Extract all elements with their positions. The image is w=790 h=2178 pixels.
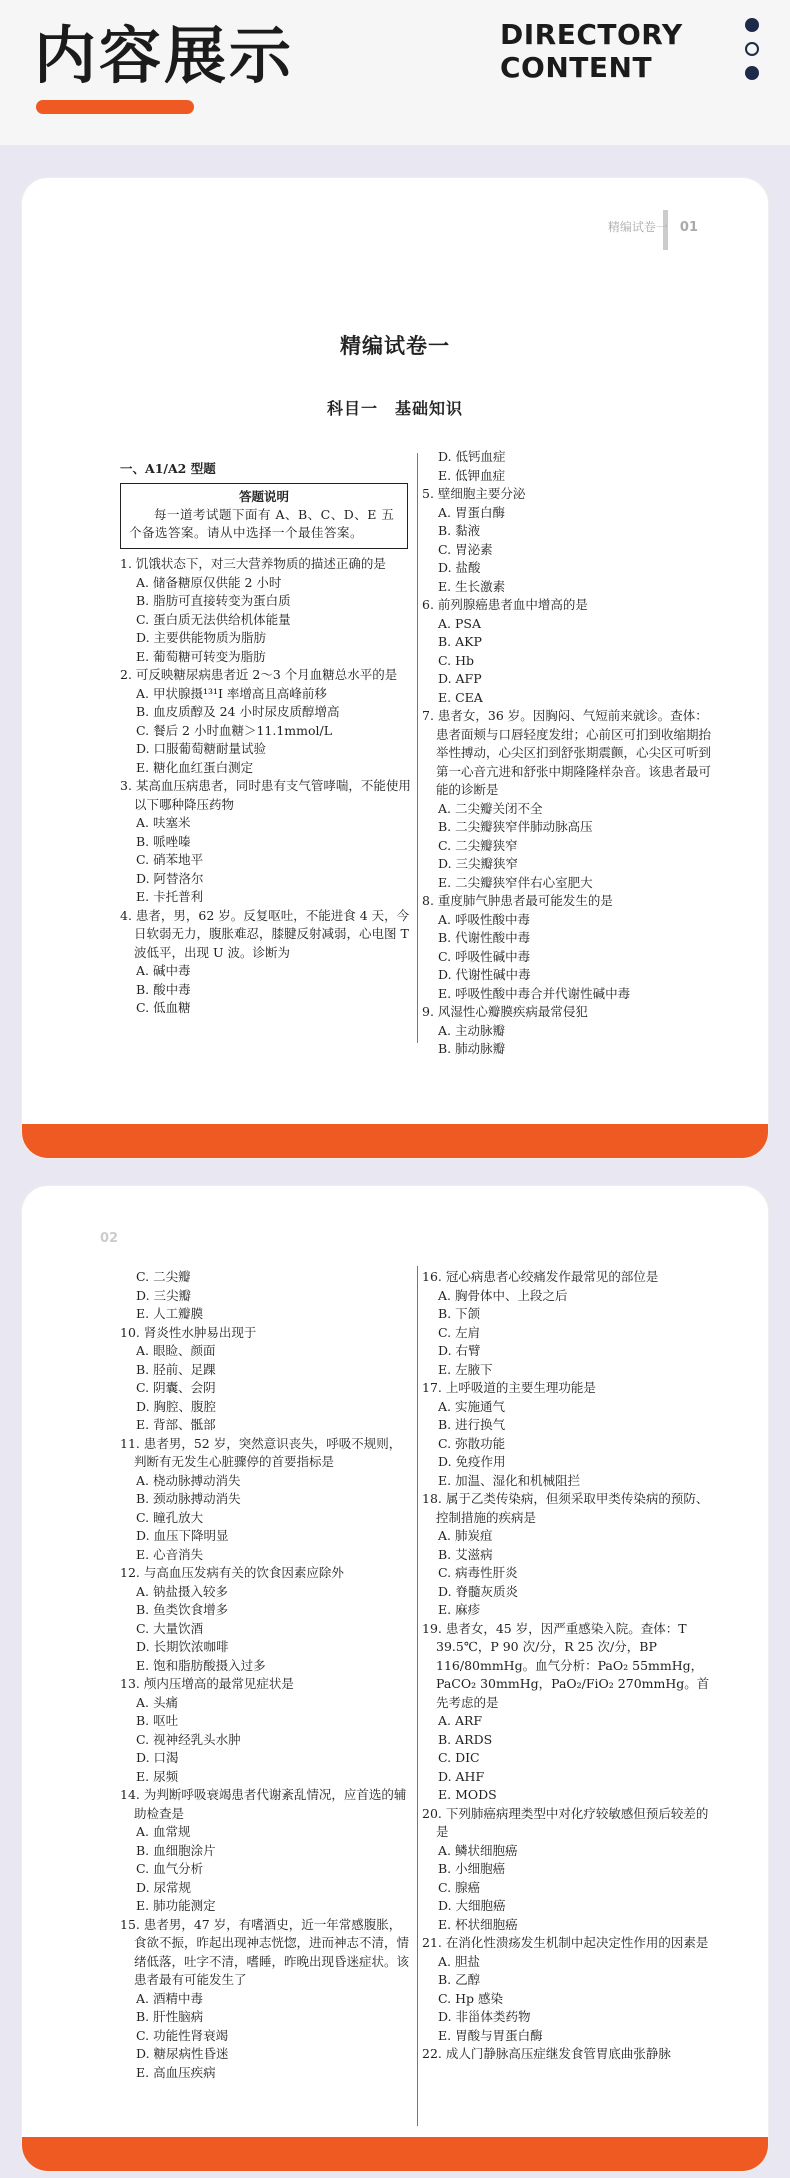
question-stem: 3. 某高血压病患者，同时患有支气管哮喘，不能使用以下哪种降压药物 — [120, 778, 411, 812]
answer-option: A. 钠盐摄入较多 — [136, 1583, 228, 1599]
answer-option: C. 呼吸性碱中毒 — [438, 948, 531, 964]
question-stem: 17. 上呼吸道的主要生理功能是 — [422, 1380, 596, 1395]
answer-option: A. ARF — [438, 1713, 483, 1728]
answer-option: B. 下颌 — [438, 1306, 481, 1321]
answer-option: A. 呼吸性酸中毒 — [438, 911, 530, 927]
right-column — [422, 1268, 714, 2064]
question-stem: 14. 为判断呼吸衰竭患者代谢紊乱情况，应首选的辅助检查是 — [120, 1787, 407, 1821]
question-stem: 2. 可反映糖尿病患者近 2～3 个月血糖总水平的是 — [120, 667, 398, 682]
answer-option: A. 二尖瓣关闭不全 — [438, 800, 543, 816]
header — [0, 0, 790, 145]
answer-option: A. 主动脉瓣 — [438, 1022, 505, 1038]
question-stem: 11. 患者男，52 岁，突然意识丧失，呼吸不规则，判断有无发生心脏骤停的首要指标是 — [120, 1435, 402, 1469]
dot-icon — [745, 18, 759, 32]
answer-option: E. 肺功能测定 — [136, 1898, 216, 1913]
instructions-body: 每一道考试题下面有 A、B、C、D、E 五个备选答案。请从中选择一个最佳答案。 — [129, 507, 395, 540]
answer-option: D. 代谢性碱中毒 — [438, 967, 531, 982]
dot-icon — [745, 66, 759, 80]
answer-option: D. AHF — [438, 1768, 485, 1784]
question-list — [120, 1268, 412, 2082]
answer-option: B. 胫前、足踝 — [136, 1361, 216, 1377]
answer-option: E. MODS — [438, 1787, 497, 1802]
answer-option: B. 小细胞癌 — [438, 1861, 506, 1876]
answer-option: D. 非甾体类药物 — [438, 2009, 531, 2024]
question-stem: 18. 属于乙类传染病，但须采取甲类传染病的预防、控制措施的疾病是 — [422, 1491, 709, 1525]
answer-option: B. AKP — [438, 634, 482, 649]
answer-option: A. 甲状腺摄¹³¹I 率增高且高峰前移 — [136, 685, 327, 701]
answer-option: E. 左腋下 — [438, 1361, 493, 1377]
left-column — [120, 460, 412, 1018]
answer-option: E. 卡托普利 — [136, 889, 204, 904]
document-subtitle: 科目一 基础知识 — [326, 399, 463, 418]
question-stem: 5. 壁细胞主要分泌 — [422, 486, 526, 501]
answer-option: D. 盐酸 — [438, 560, 481, 575]
answer-option: C. 硝苯地平 — [136, 852, 204, 867]
document-page-1 — [22, 178, 768, 1158]
answer-option: E. 背部、骶部 — [136, 1417, 216, 1432]
pager-dots — [745, 18, 761, 90]
question-stem: 13. 颅内压增高的最常见症状是 — [120, 1676, 294, 1691]
section-heading: 一、A1/A2 型题 — [120, 461, 216, 476]
answer-option: E. 加温、湿化和机械阻拦 — [438, 1472, 581, 1488]
question-stem: 16. 冠心病患者心绞痛发作最常见的部位是 — [422, 1269, 659, 1284]
answer-option: A. 胃蛋白酶 — [438, 504, 505, 520]
answer-option: E. 人工瓣膜 — [136, 1306, 204, 1321]
question-stem: 20. 下列肺癌病理类型中对化疗较敏感但预后较差的是 — [422, 1805, 709, 1839]
answer-option: D. 低钙血症 — [438, 449, 506, 464]
answer-option: E. 高血压疾病 — [136, 2064, 216, 2080]
page-footer-bar — [22, 2137, 768, 2171]
answer-option: C. 胃泌素 — [438, 541, 493, 557]
header-accent-bar — [36, 100, 194, 114]
answer-option: D. 口渴 — [136, 1750, 179, 1765]
running-title: 精编试卷一 — [607, 220, 668, 234]
column-divider — [417, 453, 418, 1043]
answer-option: D. 主要供能物质为脂肪 — [136, 630, 267, 645]
answer-option: D. 阿替洛尔 — [136, 870, 204, 886]
answer-option: B. 二尖瓣狭窄伴肺动脉高压 — [438, 819, 593, 834]
answer-option: A. 肺炭疽 — [438, 1528, 493, 1543]
answer-option: D. 大细胞癌 — [438, 1898, 506, 1913]
answer-option: B. 进行换气 — [438, 1417, 506, 1432]
question-list — [422, 448, 714, 1059]
answer-option: E. 生长激素 — [438, 578, 506, 594]
answer-option: A. 鳞状细胞癌 — [438, 1842, 518, 1858]
question-stem: 12. 与高血压发病有关的饮食因素应除外 — [120, 1565, 344, 1580]
answer-option: B. 呕吐 — [136, 1713, 179, 1728]
answer-option: C. 瞳孔放大 — [136, 1509, 204, 1525]
running-header — [608, 218, 698, 235]
answer-option: E. 葡萄糖可转变为脂肪 — [136, 648, 266, 664]
answer-option: E. 尿频 — [136, 1768, 179, 1784]
question-stem: 21. 在消化性溃疡发生机制中起决定性作用的因素是 — [422, 1935, 709, 1950]
question-stem: 7. 患者女，36 岁。因胸闷、气短前来就诊。查体：患者面颊与口唇轻度发绀；心前区可扪到收缩期抬举性搏动，心尖区扪到舒张期震颤，心尖区可听到第一心音亢进和舒张中期隆隆样杂音。该患者最可能的诊断是 — [422, 708, 712, 797]
answer-option: E. 饱和脂肪酸摄入过多 — [136, 1657, 266, 1673]
answer-option: C. 左肩 — [438, 1324, 481, 1340]
question-list — [120, 555, 412, 1018]
answer-option: A. 酒精中毒 — [136, 1990, 203, 2006]
answer-option: C. 餐后 2 小时血糖＞11.1mmol/L — [136, 722, 333, 738]
answer-option: A. 眼睑、颜面 — [136, 1343, 216, 1358]
header-title: 内容展示 — [34, 19, 295, 92]
answer-option: D. 右臂 — [438, 1343, 481, 1358]
answer-option: D. 胸腔、腹腔 — [136, 1398, 217, 1414]
answer-option: C. 二尖瓣 — [136, 1269, 191, 1284]
answer-option: B. 颈动脉搏动消失 — [136, 1491, 241, 1506]
answer-option: A. 呋塞米 — [136, 815, 191, 830]
answer-option: C. DIC — [438, 1750, 480, 1765]
page-number: 02 — [100, 1231, 119, 1246]
answer-option: C. 功能性肾衰竭 — [136, 2027, 229, 2043]
answer-option: B. 乙醇 — [438, 1972, 481, 1987]
header-en-line2: CONTENT — [500, 51, 653, 84]
question-stem: 22. 成人门静脉高压症继发食管胃底曲张静脉 — [422, 2046, 671, 2061]
answer-option: C. 低血糖 — [136, 1000, 191, 1015]
question-stem: 1. 饥饿状态下，对三大营养物质的描述正确的是 — [120, 556, 386, 571]
answer-option: E. 杯状细胞癌 — [438, 1916, 518, 1932]
question-stem: 8. 重度肺气肿患者最可能发生的是 — [422, 893, 613, 908]
answer-option: B. 肝性脑病 — [136, 2009, 204, 2024]
question-stem: 6. 前列腺癌患者血中增高的是 — [422, 597, 588, 612]
answer-option: D. 三尖瓣 — [136, 1287, 192, 1303]
answer-option: C. 大量饮酒 — [136, 1620, 204, 1636]
answer-option: D. AFP — [438, 671, 482, 686]
instructions-box — [120, 483, 408, 550]
answer-option: D. 糖尿病性昏迷 — [136, 2046, 229, 2061]
answer-option: A. 实施通气 — [438, 1398, 505, 1414]
header-en-line1: DIRECTORY — [500, 18, 683, 51]
answer-option: C. 血气分析 — [136, 1861, 204, 1876]
answer-option: B. 酸中毒 — [136, 981, 191, 997]
answer-option: D. 口服葡萄糖耐量试验 — [136, 741, 267, 756]
answer-option: B. 哌唑嗪 — [136, 833, 191, 849]
answer-option: A. 胸骨体中、上段之后 — [438, 1287, 568, 1303]
left-column — [120, 1268, 412, 2082]
answer-option: C. 视神经乳头水肿 — [136, 1731, 241, 1747]
page-footer-bar — [22, 1124, 768, 1158]
dot-icon — [745, 42, 759, 56]
right-column — [422, 448, 714, 1059]
answer-option: A. 头痛 — [136, 1694, 178, 1710]
question-stem: 4. 患者，男，62 岁。反复呕吐，不能进食 4 天，今日软弱无力，腹胀难忍，膝腱反射减弱，心电图 T 波低平，出现 U 波。诊断为 — [120, 907, 410, 960]
answer-option: D. 三尖瓣狭窄 — [438, 856, 519, 871]
answer-option: C. 腺癌 — [438, 1879, 481, 1895]
answer-option: B. 脂肪可直接转变为蛋白质 — [136, 593, 291, 608]
question-list — [422, 1268, 714, 2064]
answer-option: C. 阴囊、会阴 — [136, 1380, 216, 1395]
answer-option: A. PSA — [438, 615, 481, 631]
answer-option: C. Hb — [438, 652, 474, 668]
question-stem: 10. 肾炎性水肿易出现于 — [120, 1324, 257, 1340]
answer-option: C. Hp 感染 — [438, 1990, 503, 2006]
answer-option: A. 血常规 — [136, 1824, 191, 1839]
answer-option: D. 免疫作用 — [438, 1454, 506, 1469]
answer-option: B. 艾滋病 — [438, 1546, 493, 1562]
answer-option: C. 弥散功能 — [438, 1435, 506, 1451]
instructions-title: 答题说明 — [238, 488, 289, 504]
header-english — [500, 18, 683, 84]
answer-option: E. CEA — [438, 689, 483, 705]
answer-option: D. 脊髓灰质炎 — [438, 1583, 519, 1599]
document-title: 精编试卷一 — [340, 333, 450, 358]
answer-option: E. 糖化血红蛋白测定 — [136, 759, 254, 775]
column-divider — [417, 1266, 418, 2126]
question-stem: 9. 风湿性心瓣膜疾病最常侵犯 — [422, 1004, 588, 1019]
answer-option: E. 低钾血症 — [438, 467, 506, 483]
answer-option: A. 桡动脉搏动消失 — [136, 1472, 241, 1488]
question-stem: 15. 患者男，47 岁，有嗜酒史，近一年常感腹胀，食欲不振，昨起出现神志恍惚，进而神志不清，情绪低落，吐字不清，嗜睡，昨晚出现昏迷症状。该患者最有可能发生了 — [120, 1916, 410, 1987]
answer-option: E. 呼吸性酸中毒合并代谢性碱中毒 — [438, 985, 631, 1001]
answer-option: E. 二尖瓣狭窄伴右心室肥大 — [438, 874, 593, 890]
answer-option: C. 蛋白质无法供给机体能量 — [136, 611, 291, 627]
document-page-2 — [22, 1186, 768, 2171]
answer-option: E. 麻疹 — [438, 1602, 481, 1617]
question-stem: 19. 患者女，45 岁，因严重感染入院。查体：T 39.5℃，P 90 次/分，R 25 次/分，BP 116/80mmHg。血气分析：PaO₂ 55mmHg，PaCO₂ 30mmHg，PaO₂/FiO₂ 270mmHg。首先考虑的是 — [422, 1620, 710, 1710]
answer-option: E. 心音消失 — [136, 1546, 204, 1562]
answer-option: B. 肺动脉瓣 — [438, 1041, 506, 1056]
answer-option: A. 胆盐 — [438, 1953, 480, 1969]
page-number: 01 — [679, 220, 698, 235]
answer-option: D. 长期饮浓咖啡 — [136, 1639, 229, 1654]
answer-option: E. 胃酸与胃蛋白酶 — [438, 2027, 543, 2043]
answer-option: C. 二尖瓣狭窄 — [438, 837, 518, 853]
answer-option: B. 鱼类饮食增多 — [136, 1602, 229, 1617]
answer-option: B. 血细胞涂片 — [136, 1842, 216, 1858]
answer-option: B. 黏液 — [438, 523, 481, 538]
answer-option: D. 尿常规 — [136, 1879, 192, 1895]
answer-option: C. 病毒性肝炎 — [438, 1565, 518, 1580]
answer-option: A. 储备糖原仅供能 2 小时 — [136, 574, 282, 590]
answer-option: B. ARDS — [438, 1731, 493, 1747]
answer-option: D. 血压下降明显 — [136, 1528, 229, 1543]
answer-option: A. 碱中毒 — [136, 963, 191, 978]
answer-option: B. 血皮质醇及 24 小时尿皮质醇增高 — [136, 704, 340, 719]
answer-option: B. 代谢性酸中毒 — [438, 930, 531, 945]
